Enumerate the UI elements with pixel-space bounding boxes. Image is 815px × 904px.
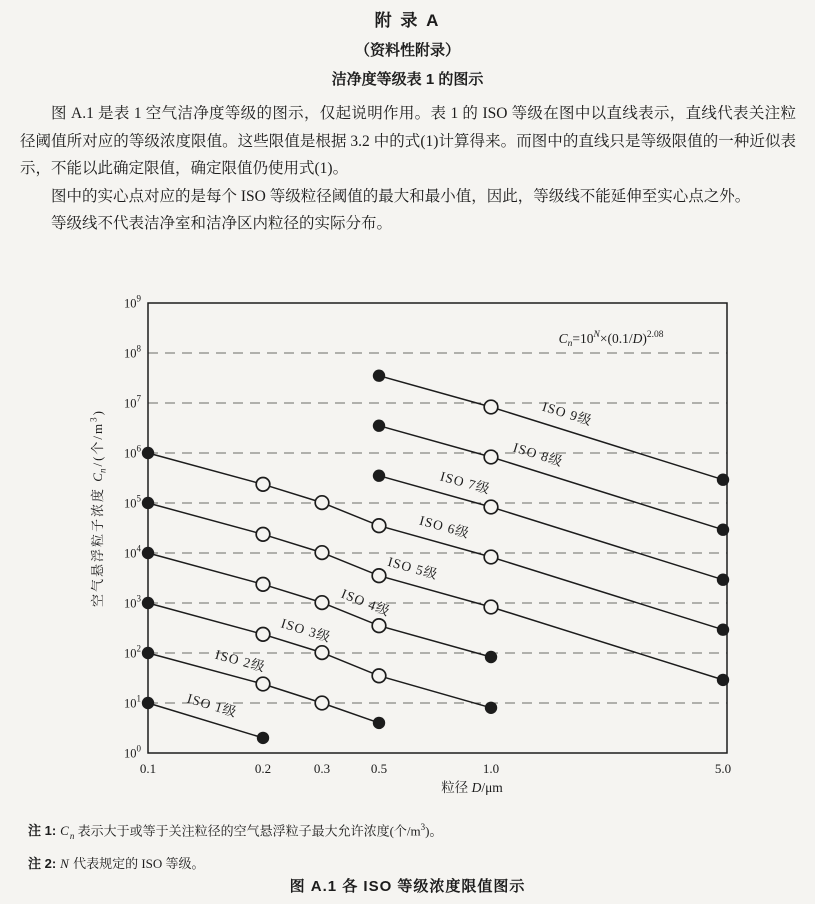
- threshold-point-open: [372, 619, 386, 633]
- threshold-point-solid: [257, 732, 269, 744]
- threshold-point-solid: [717, 674, 729, 686]
- y-axis-title: 空气悬浮粒子浓度 $C_n/$(个$/m^3$): [88, 409, 108, 607]
- note-1: 注 1: $C_n$ 表示大于或等于关注粒径的空气悬浮粒子最大允许浓度(个$/m^3$)。: [28, 822, 443, 841]
- x-tick-label-1.0: 1.0: [482, 761, 500, 776]
- x-axis-title: 粒径 D/μm: [441, 780, 503, 795]
- paragraph-2: 图中的实心点对应的是每个 ISO 等级粒径阈值的最大和最小值，因此，等级线不能延伸至实心点之外。: [51, 187, 751, 205]
- y-tick-label-1e7: $10^7$: [124, 393, 141, 411]
- threshold-point-open: [256, 478, 270, 492]
- iso-line-label: ISO 1级: [185, 690, 239, 720]
- iso-line-label: ISO 7级: [438, 468, 493, 497]
- threshold-point-open: [484, 450, 498, 464]
- threshold-point-solid: [717, 474, 729, 486]
- y-tick-label-1e6: $10^6$: [124, 443, 141, 461]
- threshold-point-open: [315, 696, 329, 710]
- x-tick-label-0.3: 0.3: [313, 761, 331, 776]
- threshold-point-open: [372, 519, 386, 533]
- threshold-point-open: [484, 600, 498, 614]
- appendix-heading: 洁净度等级表 1 的图示: [331, 71, 484, 88]
- threshold-point-open: [372, 669, 386, 683]
- threshold-point-solid: [373, 470, 385, 482]
- y-tick-label-1e9: $10^9$: [124, 293, 141, 311]
- threshold-point-open: [372, 569, 386, 583]
- paragraph-3: 等级线不代表洁净室和洁净区内粒径的实际分布。: [51, 215, 393, 233]
- threshold-point-open: [484, 500, 498, 514]
- y-tick-label-1e0: $10^0$: [124, 743, 141, 761]
- y-tick-label-1e3: $10^3$: [124, 593, 141, 611]
- threshold-point-solid: [717, 574, 729, 586]
- figure-a1: [0, 278, 815, 812]
- threshold-point-open: [315, 546, 329, 560]
- threshold-point-solid: [142, 597, 154, 609]
- threshold-point-solid: [373, 717, 385, 729]
- y-tick-label-1e5: $10^5$: [124, 493, 141, 511]
- threshold-point-solid: [142, 447, 154, 459]
- note-1-label: 注 1:: [28, 823, 57, 839]
- x-tick-label-0.1: 0.1: [139, 761, 157, 776]
- iso-line-label: ISO 2级: [213, 646, 268, 675]
- iso-line-label: ISO 3级: [279, 615, 333, 646]
- iso-line-label: ISO 5级: [386, 553, 440, 583]
- threshold-point-open: [256, 578, 270, 592]
- iso-line-label: ISO 6级: [417, 512, 472, 541]
- y-tick-label-1e2: $10^2$: [124, 643, 141, 661]
- threshold-point-solid: [717, 624, 729, 636]
- threshold-point-open: [315, 646, 329, 660]
- note-2: 注 2: N 代表规定的 ISO 等级。: [28, 856, 205, 872]
- iso-series-ISO 1级: [142, 691, 269, 744]
- iso-line-label: ISO 9级: [540, 398, 595, 429]
- iso-series-ISO 6级: [142, 447, 729, 636]
- threshold-point-solid: [142, 497, 154, 509]
- threshold-point-open: [315, 596, 329, 610]
- threshold-point-open: [484, 550, 498, 564]
- figure-caption: 图 A.1 各 ISO 等级浓度限值图示: [289, 878, 526, 895]
- appendix-title: 附 录 A: [374, 11, 441, 30]
- threshold-point-solid: [485, 702, 497, 714]
- note-2-label: 注 2:: [28, 856, 57, 872]
- threshold-point-solid: [373, 420, 385, 432]
- threshold-point-open: [484, 400, 498, 414]
- y-tick-label-1e1: $10^1$: [124, 693, 141, 711]
- threshold-point-solid: [142, 697, 154, 709]
- y-tick-label-1e4: $10^4$: [124, 543, 141, 561]
- note-1-variable: C: [60, 823, 69, 839]
- iso-series-ISO 9级: [373, 370, 729, 486]
- threshold-point-solid: [142, 647, 154, 659]
- iso-line-label: ISO 8级: [511, 439, 565, 470]
- figure-notes: [28, 813, 795, 879]
- threshold-point-solid: [717, 524, 729, 536]
- iso-series-ISO 2级: [142, 647, 385, 729]
- y-tick-label-1e8: $10^8$: [124, 343, 141, 361]
- y-axis-variable: C: [90, 473, 105, 482]
- threshold-point-open: [315, 496, 329, 510]
- threshold-point-open: [256, 628, 270, 642]
- body-text: [0, 100, 815, 238]
- x-tick-label-0.5: 0.5: [370, 761, 388, 776]
- threshold-point-solid: [373, 370, 385, 382]
- threshold-point-solid: [142, 547, 154, 559]
- paragraph-1: 图 A.1 是表 1 空气洁净度等级的图示，仅起说明作用。表 1 的 ISO 等级在图中以直线表示，直线代表关注粒径阈值所对应的等级浓度限值。这些限值是根据 3.2 中的式(1)计算得来。而图中的直线只是等级限值的一种近似表示，不能以此确定限值，确定限值仍使用式(1)。: [20, 105, 796, 178]
- iso-class-chart: [0, 278, 815, 812]
- iso-line-label: ISO 4级: [339, 585, 393, 620]
- iso-line: [379, 426, 723, 530]
- x-tick-label-0.2: 0.2: [254, 761, 272, 776]
- note-2-variable: N: [60, 856, 69, 872]
- threshold-point-open: [256, 528, 270, 542]
- threshold-point-open: [256, 677, 270, 691]
- threshold-point-solid: [485, 651, 497, 663]
- class-formula: $C_n=10^N\times(0.1/D)^{2.08}$: [558, 329, 664, 349]
- x-tick-label-5.0: 5.0: [714, 761, 732, 776]
- appendix-subtitle: （资料性附录）: [354, 42, 460, 59]
- y-axis-title-text: 空气悬浮粒子浓度: [90, 481, 105, 607]
